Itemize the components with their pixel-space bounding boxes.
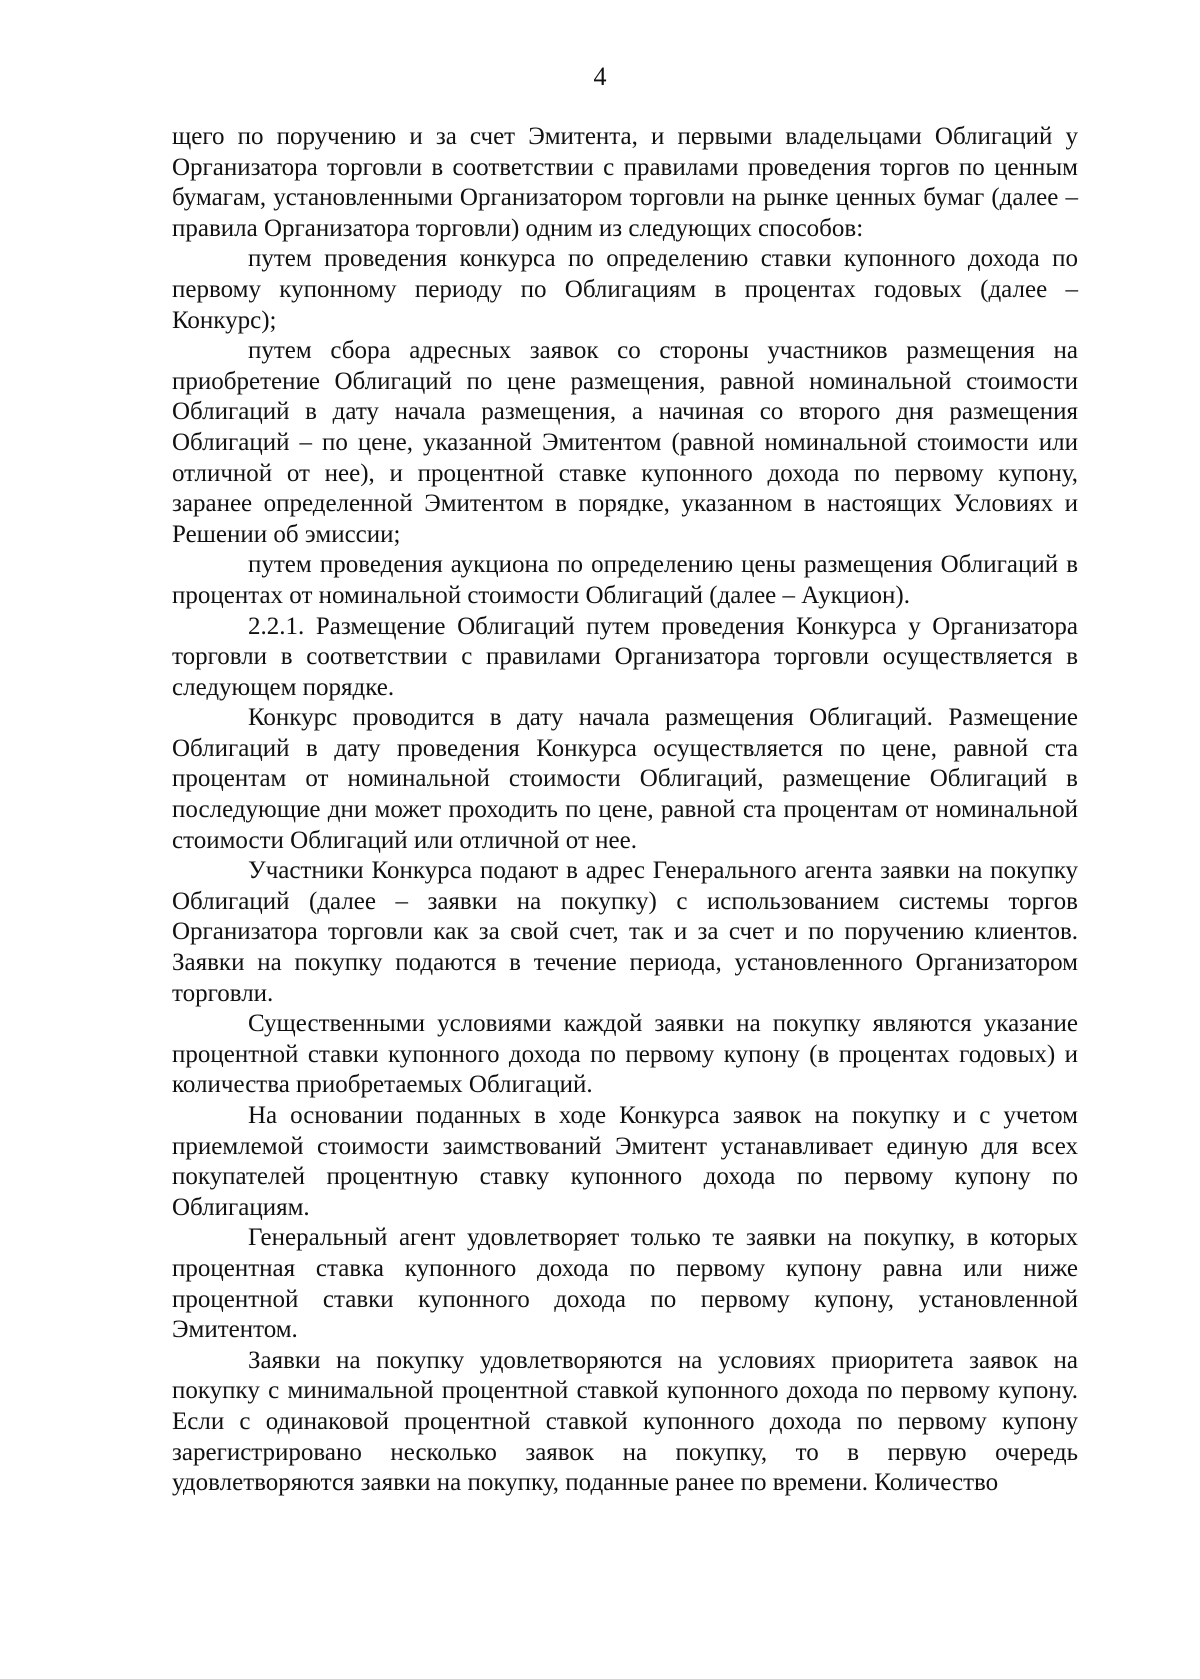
paragraph-11: Заявки на покупку удовлетворяются на условиях приоритета заявок на покупку с минимальной процентной ставкой купонного дохода по первому купону. Если с одинаковой процентной ставкой купонного дохода по первому купону зарегистрировано несколько заявок на покупку, то в первую очередь удовлетворяются заявки на покупку, поданные ранее по времени. Количество <box>172 1346 1078 1497</box>
document-body <box>172 122 1078 1499</box>
paragraph-3: путем сбора адресных заявок со стороны участников размещения на приобретение Облигаций по цене размещения, равной номинальной стоимости Облигаций в дату начала размещения, а начиная со второго дня размещения Облигаций – по цене, указанной Эмитентом (равной номинальной стоимости или отличной от нее), и процентной ставке купонного дохода по первому купону, заранее определенной Эмитентом в порядке, указанном в настоящих Условиях и Решении об эмиссии; <box>172 337 1078 548</box>
paragraph-6: Конкурс проводится в дату начала размещения Облигаций. Размещение Облигаций в дату проведения Конкурса осуществляется по цене, равной ста процентам от номинальной стоимости Облигаций, размещение Облигаций в последующие дни может проходить по цене, равной ста процентам от номинальной стоимости Облигаций или отличной от нее. <box>172 704 1078 854</box>
paragraph-2: путем проведения конкурса по определению ставки купонного дохода по первому купонному периоду по Облигациям в процентах годовых (далее – Конкурс); <box>172 245 1078 334</box>
paragraph-8: Существенными условиями каждой заявки на покупку являются указание процентной ставки купонного дохода по первому купону (в процентах годовых) и количества приобретаемых Облигаций. <box>172 1010 1078 1099</box>
paragraph-9: На основании поданных в ходе Конкурса заявок на покупку и с учетом приемлемой стоимости заимствований Эмитент устанавливает единую для всех покупателей процентную ставку купонного дохода по первому купону по Облигациям. <box>172 1102 1078 1221</box>
paragraph-10: Генеральный агент удовлетворяет только те заявки на покупку, в которых процентная ставка купонного дохода по первому купону равна или ниже процентной ставки купонного дохода по первому купону, установленной Эмитентом. <box>172 1224 1078 1344</box>
paragraph-7: Участники Конкурса подают в адрес Генерального агента заявки на покупку Облигаций (далее – заявки на покупку) с использованием системы торгов Организатора торговли как за свой счет, так и за счет и по поручению клиентов. Заявки на покупку подаются в течение периода, установленного Организатором торговли. <box>172 857 1078 1007</box>
paragraph-5: 2.2.1. Размещение Облигаций путем проведения Конкурса у Организатора торговли в соответствии с правилами Организатора торговли осуществляется в следующем порядке. <box>172 612 1078 701</box>
page-number: 4 <box>593 62 607 91</box>
paragraph-1: щего по поручению и за счет Эмитента, и первыми владельцами Облигаций у Организатора торговли в соответствии с правилами проведения торгов по ценным бумагам, установленными Организатором торговли на рынке ценных бумаг (далее – правила Организатора торговли) одним из следующих способов: <box>172 123 1078 242</box>
paragraph-4: путем проведения аукциона по определению цены размещения Облигаций в процентах от номинальной стоимости Облигаций (далее – Аукцион). <box>172 551 1078 609</box>
